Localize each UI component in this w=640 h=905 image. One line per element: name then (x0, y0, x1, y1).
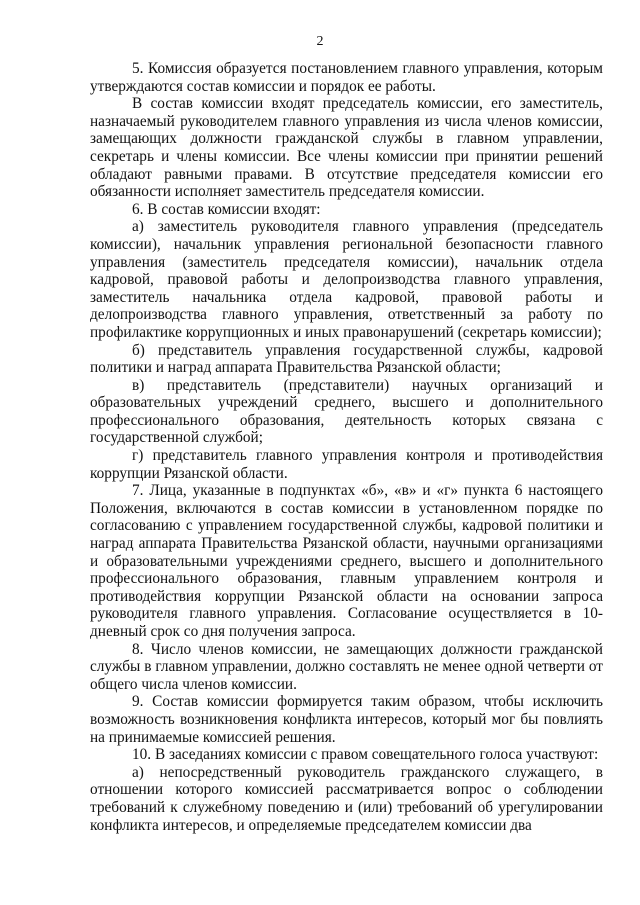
paragraph-6-a: а) заместитель руководителя главного управления (председатель комиссии), начальник управления региональной безопасности главного управления (заместитель председателя комиссии), начальник отдела кадровой, правовой работы и делопроизводства главного управления, заместитель начальника отдела кадровой, правовой работы и делопроизводства главного управления, ответственный за работу по профилактике коррупционных и иных правонарушений (секретарь комиссии); (90, 218, 603, 341)
paragraph-6: 6. В состав комиссии входят: (132, 200, 321, 218)
paragraph-6-v: в) представитель (представители) научных организаций и образовательных учреждений среднего, высшего и дополнительного профессионального образования, деятельность которых связана с государственной службой; (90, 376, 603, 447)
paragraph-6-g: г) представитель главного управления контроля и противодействия коррупции Рязанской области. (90, 447, 603, 482)
paragraph-5-composition: В состав комиссии входят председатель комиссии, его заместитель, назначаемый руководителем главного управления из числа членов комиссии, замещающих должности гражданской службы в главном управлении, секретарь и члены комиссии. Все члены комиссии при принятии решений обладают равными правами. В отсутствие председателя комиссии его обязанности исполняет заместитель председателя комиссии. (90, 95, 603, 201)
paragraph-6-b: б) представитель управления государственной службы, кадровой политики и наград аппарата Правительства Рязанской области; (90, 341, 603, 377)
paragraph-10-a: а) непосредственный руководитель гражданского служащего, в отношении которого комиссией рассматривается вопрос о соблюдении требований к служебному поведению и (или) требований об урегулировании конфликта интересов, и определяемые председателем комиссии два (90, 763, 603, 834)
paragraph-7: 7. Лица, указанные в подпунктах «б», «в» и «г» пункта 6 настоящего Положения, включаются в состав комиссии в установленном порядке по согласованию с управлением государственной службы, кадровой политики и наград аппарата Правительства Рязанской области, научными организациями и образовательными учреждениями среднего, высшего и дополнительного профессионального образования, главным управлением контроля и противодействия коррупции Рязанской области на основании запроса руководителя главного управления. Согласование осуществляется в 10-дневный срок со дня получения запроса. (90, 482, 603, 640)
paragraph-8: 8. Число членов комиссии, не замещающих должности гражданской службы в главном управлении, должно составлять не менее одной четверти от общего числа членов комиссии. (90, 640, 603, 693)
document-body (90, 60, 603, 834)
paragraph-5: 5. Комиссия образуется постановлением главного управления, которым утверждаются состав комиссии и порядок ее работы. (90, 60, 603, 95)
paragraph-10: 10. В заседаниях комиссии с правом совещательного голоса участвуют: (132, 746, 599, 764)
page-number: 2 (316, 34, 324, 49)
paragraph-9: 9. Состав комиссии формируется таким образом, чтобы исключить возможность возникновения конфликта интересов, который мог бы повлиять на принимаемые комиссией решения. (90, 693, 603, 746)
